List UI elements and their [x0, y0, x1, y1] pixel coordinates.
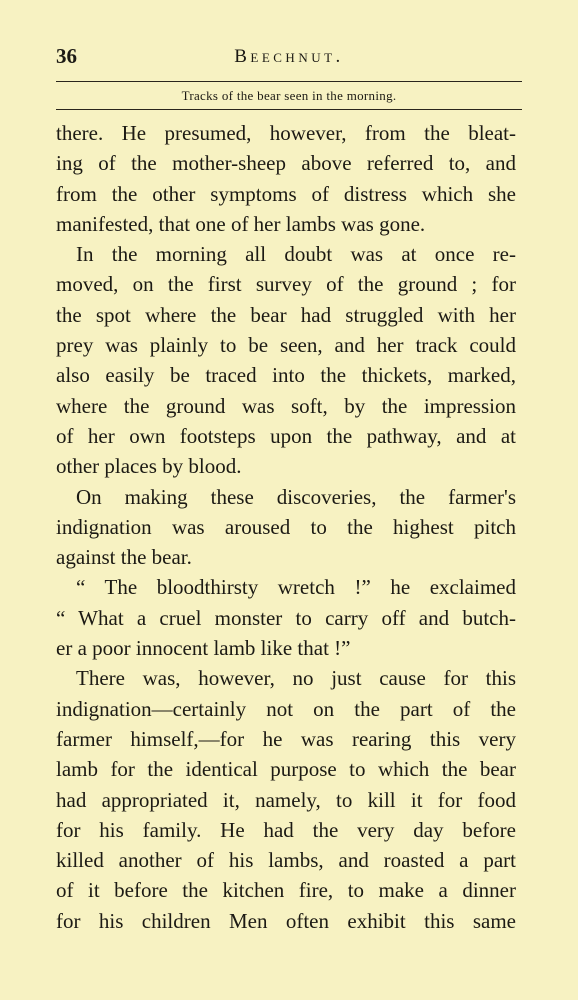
text-line: moved, on the first survey of the ground ; for	[56, 272, 516, 297]
text-line: the spot where the bear had struggled with her	[56, 302, 516, 327]
text-line: other places by blood.	[56, 454, 242, 479]
page-number: 36	[56, 44, 77, 68]
body-text	[56, 118, 516, 936]
text-line: of it before the kitchen fire, to make a dinner	[56, 878, 516, 903]
text-line: er a poor innocent lamb like that !”	[56, 636, 351, 661]
text-line: There was, however, no just cause for this	[76, 666, 516, 691]
running-title: Beechnut.	[234, 46, 344, 67]
text-line: prey was plainly to be seen, and her track could	[56, 333, 516, 358]
text-line: ing of the mother-sheep above referred to, and	[56, 151, 516, 176]
text-line: indignation—certainly not on the part of the	[56, 696, 516, 721]
text-line: farmer himself,—for he was rearing this very	[56, 726, 516, 751]
text-line: On making these discoveries, the farmer's	[76, 484, 516, 509]
section-caption: Tracks of the bear seen in the morning.	[181, 88, 397, 103]
text-line: also easily be traced into the thickets, marked,	[56, 363, 516, 388]
text-line: lamb for the identical purpose to which the bear	[56, 757, 516, 782]
text-line: had appropriated it, namely, to kill it for food	[56, 787, 516, 812]
text-line: of her own footsteps upon the pathway, and at	[56, 423, 516, 448]
header-rule-top	[56, 81, 522, 82]
text-line: In the morning all doubt was at once re-	[76, 242, 516, 267]
text-line: manifested, that one of her lambs was gone.	[56, 211, 426, 236]
text-line: there. He presumed, however, from the bleat-	[56, 121, 516, 145]
text-line: “ What a cruel monster to carry off and butch-	[56, 605, 516, 630]
text-line: for his family. He had the very day before	[56, 817, 516, 842]
text-line: indignation was aroused to the highest pitch	[56, 514, 516, 539]
header-rule-bottom	[56, 109, 522, 110]
text-line: for his children Men often exhibit this same	[56, 908, 516, 933]
text-line: against the bear.	[56, 545, 192, 570]
text-line: “ The bloodthirsty wretch !” he exclaimed	[76, 575, 516, 600]
page-header	[56, 44, 522, 76]
text-line: from the other symptoms of distress which she	[56, 181, 516, 206]
text-line: killed another of his lambs, and roasted a part	[56, 848, 516, 873]
text-line: where the ground was soft, by the impression	[56, 393, 516, 418]
